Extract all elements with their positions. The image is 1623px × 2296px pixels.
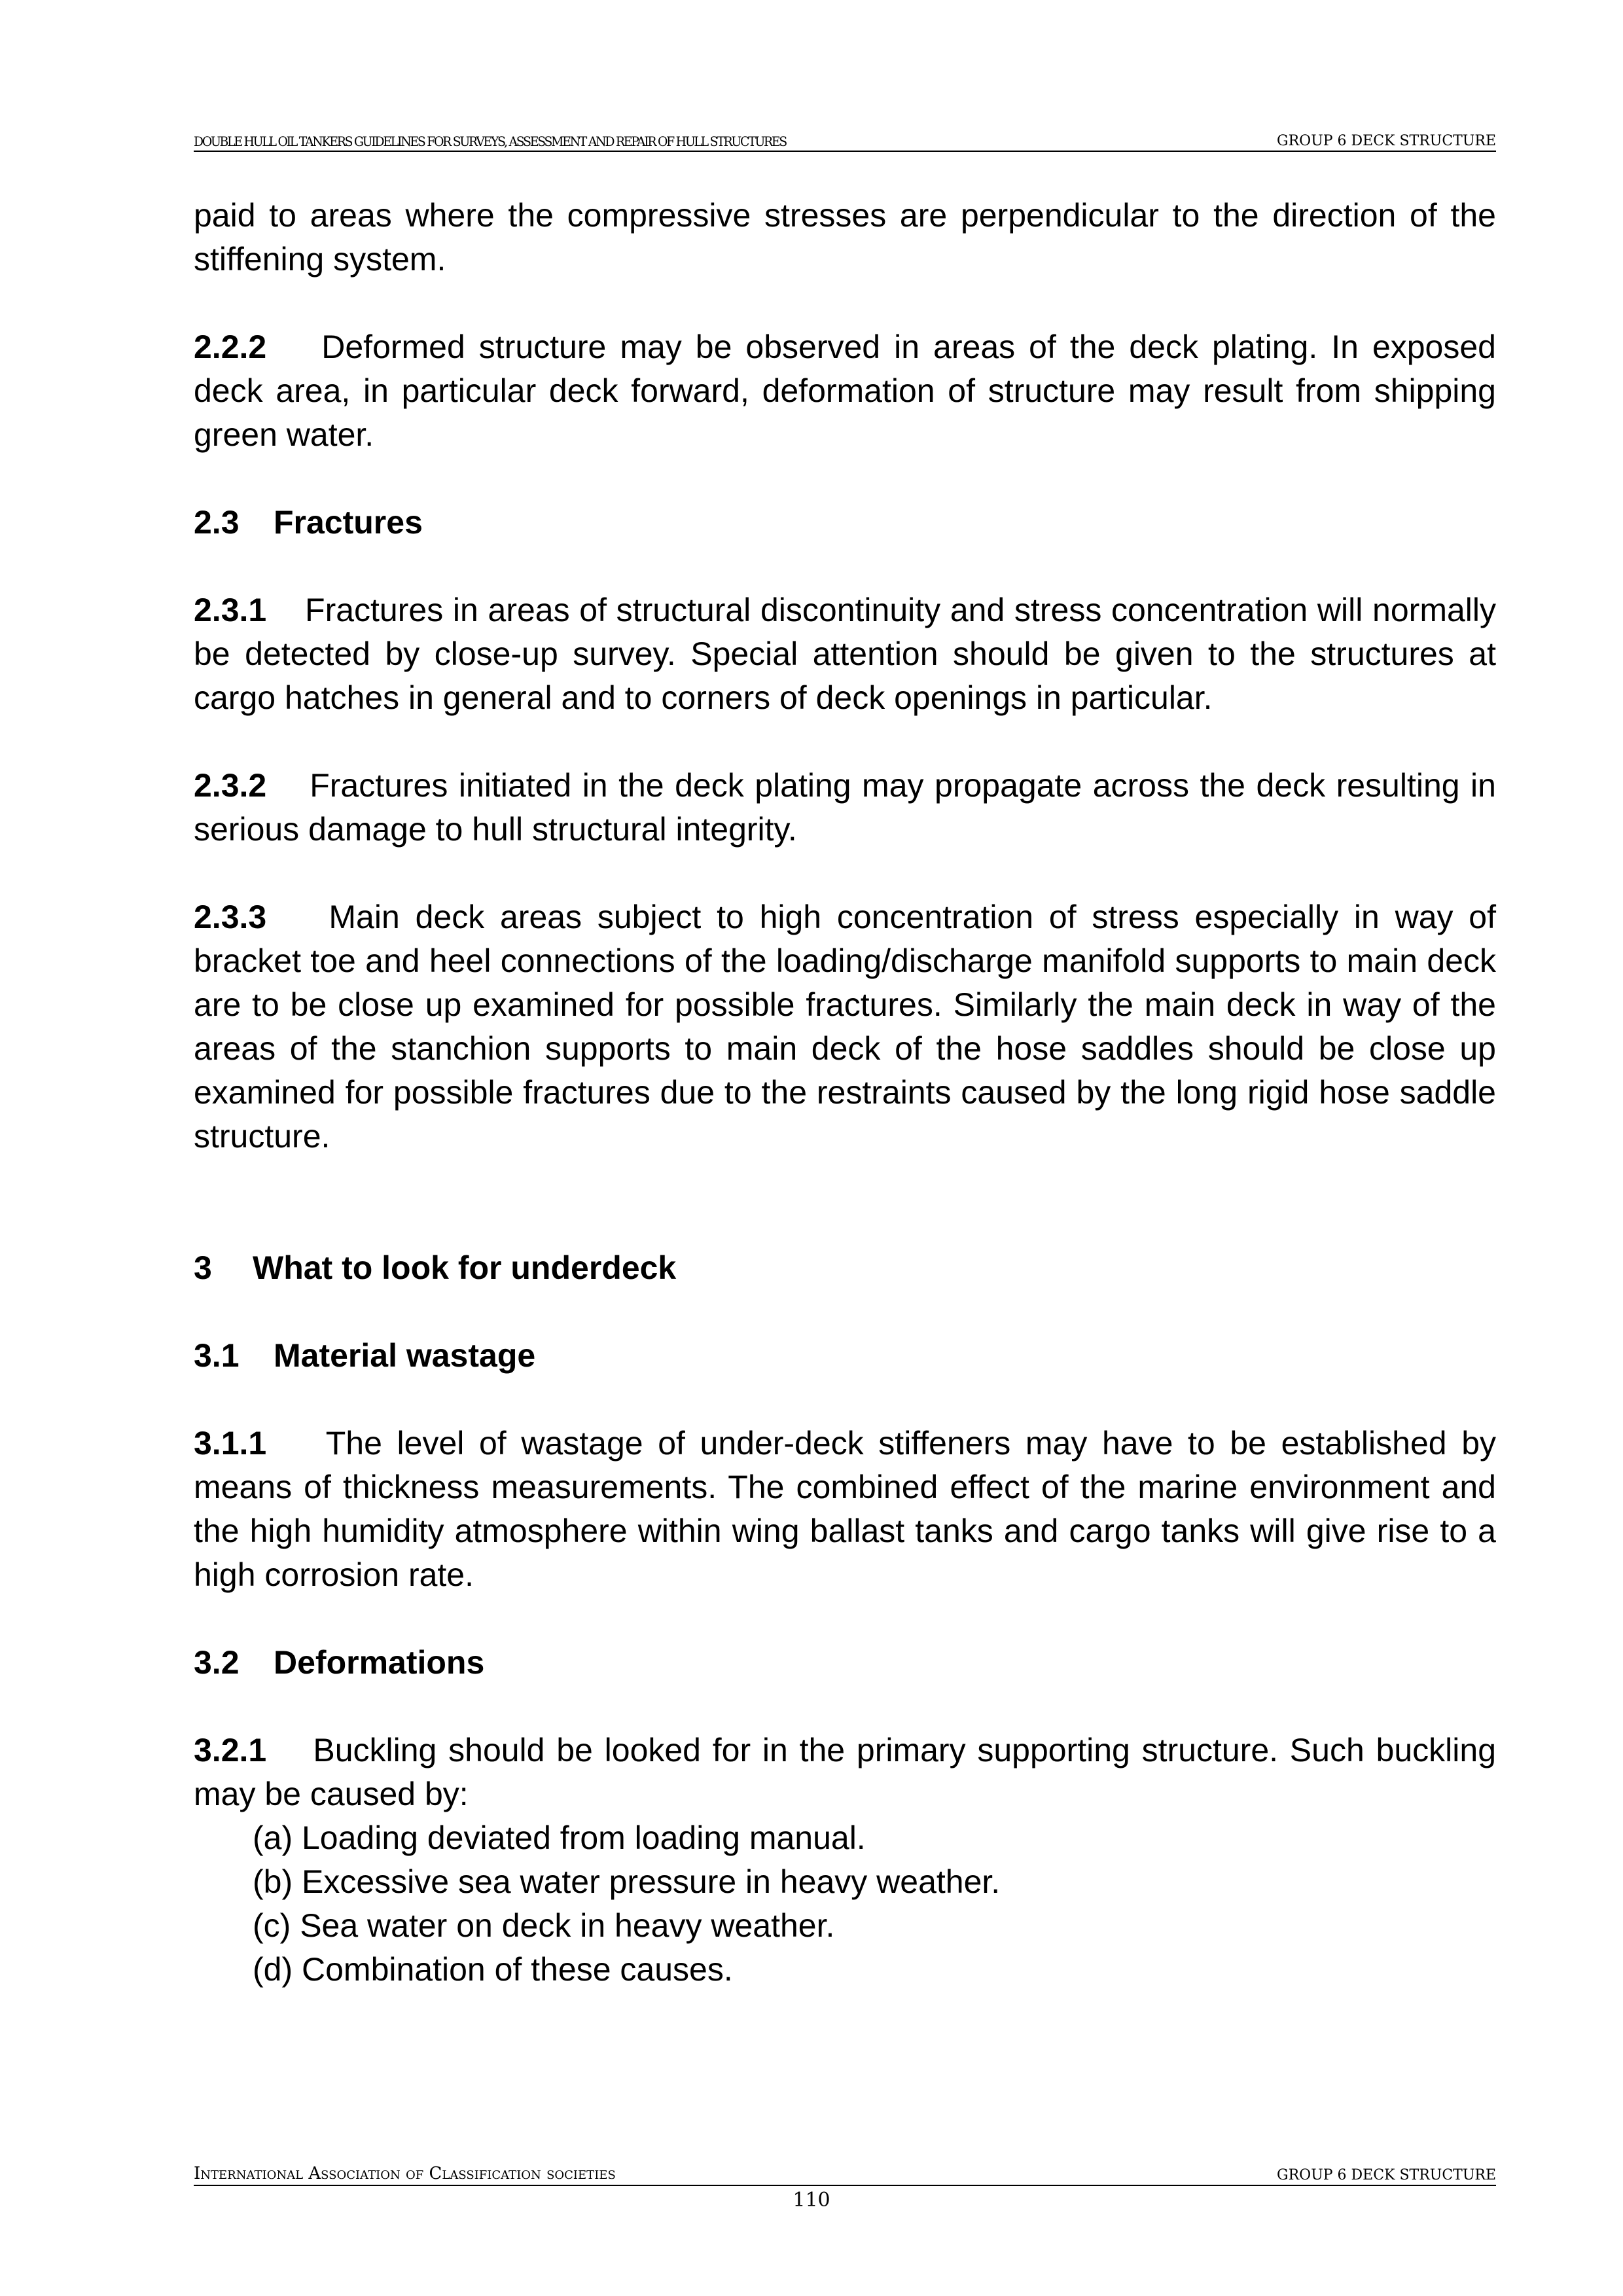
header-document-title: DOUBLE HULL OIL TANKERS GUIDELINES FOR SURVEYS, ASSESSMENT AND REPAIR OF HULL STRUCTURES <box>194 134 786 149</box>
heading-title: Fractures <box>274 504 423 541</box>
heading-3-2 <box>194 1641 1496 1685</box>
paragraph-text: Main deck areas subject to high concentration of stress especially in way of bracket toe and heel connections of the loading/discharge manifold supports to main deck are to be close up examined for possible fractures. Similarly the main deck in way of the areas of the stanchion supports to main deck of the hose saddles should be close up examined for possible fractures due to the restraints caused by the long rigid hose saddle structure. <box>194 899 1496 1155</box>
paragraph-2-3-3 <box>194 895 1496 1158</box>
paragraph-2-3-1 <box>194 588 1496 720</box>
list-item: (b) Excessive sea water pressure in heavy weather. <box>253 1863 1001 1900</box>
paragraph-number: 3.2.1 <box>194 1732 267 1768</box>
heading-title: Material wastage <box>274 1337 536 1374</box>
paragraph-text: Buckling should be looked for in the primary supporting structure. Such buckling may be caused by: <box>194 1732 1496 1812</box>
paragraph-2-3-2 <box>194 764 1496 852</box>
buckling-causes-list <box>194 1816 1496 1992</box>
page-footer <box>194 2164 1496 2186</box>
paragraph-number: 3.1.1 <box>194 1425 267 1462</box>
paragraph-text: The level of wastage of under-deck stiffeners may have to be established by means of thickness measurements. The combined effect of the marine environment and the high humidity atmosphere within wing ballast tanks and cargo tanks will give rise to a high corrosion rate. <box>194 1425 1496 1593</box>
heading-3-1 <box>194 1334 1496 1378</box>
paragraph-3-2-1 <box>194 1729 1496 1816</box>
heading-3 <box>194 1246 1496 1290</box>
paragraph-text: Fractures in areas of structural discontinuity and stress concentration will normally be detected by close-up survey. Special attention should be given to the structures at cargo hatches in general and to corners of deck openings in particular. <box>194 592 1496 716</box>
paragraph-number: 2.2.2 <box>194 329 267 365</box>
footer-organization: International Association of Classification societies <box>194 2164 616 2183</box>
heading-title: What to look for underdeck <box>253 1249 677 1286</box>
paragraph-number: 2.3.3 <box>194 899 267 935</box>
list-item: (d) Combination of these causes. <box>253 1951 733 1988</box>
heading-number: 3.2 <box>194 1644 240 1681</box>
paragraph-number: 2.3.1 <box>194 592 267 628</box>
page-number: 110 <box>793 2189 830 2212</box>
paragraph-text: Deformed structure may be observed in areas of the deck plating. In exposed deck area, in particular deck forward, deformation of structure may result from shipping green water. <box>194 329 1496 453</box>
heading-number: 2.3 <box>194 504 240 541</box>
list-item: (a) Loading deviated from loading manual. <box>253 1820 866 1856</box>
heading-2-3 <box>194 501 1496 545</box>
paragraph-2-2-2 <box>194 325 1496 457</box>
list-item: (c) Sea water on deck in heavy weather. <box>253 1907 835 1944</box>
paragraph-text: Fractures initiated in the deck plating may propagate across the deck resulting in serious damage to hull structural integrity. <box>194 767 1496 848</box>
page-header <box>194 130 1496 152</box>
heading-number: 3 <box>194 1249 212 1286</box>
page-body <box>194 194 1496 1992</box>
heading-title: Deformations <box>274 1644 485 1681</box>
header-section-title: GROUP 6 DECK STRUCTURE <box>1277 133 1496 149</box>
footer-section-title: GROUP 6 DECK STRUCTURE <box>1277 2167 1496 2183</box>
paragraph-3-1-1 <box>194 1422 1496 1597</box>
paragraph-continued: paid to areas where the compressive stresses are perpendicular to the direction of the stiffening system. <box>194 197 1496 278</box>
paragraph-number: 2.3.2 <box>194 767 267 804</box>
heading-number: 3.1 <box>194 1337 240 1374</box>
